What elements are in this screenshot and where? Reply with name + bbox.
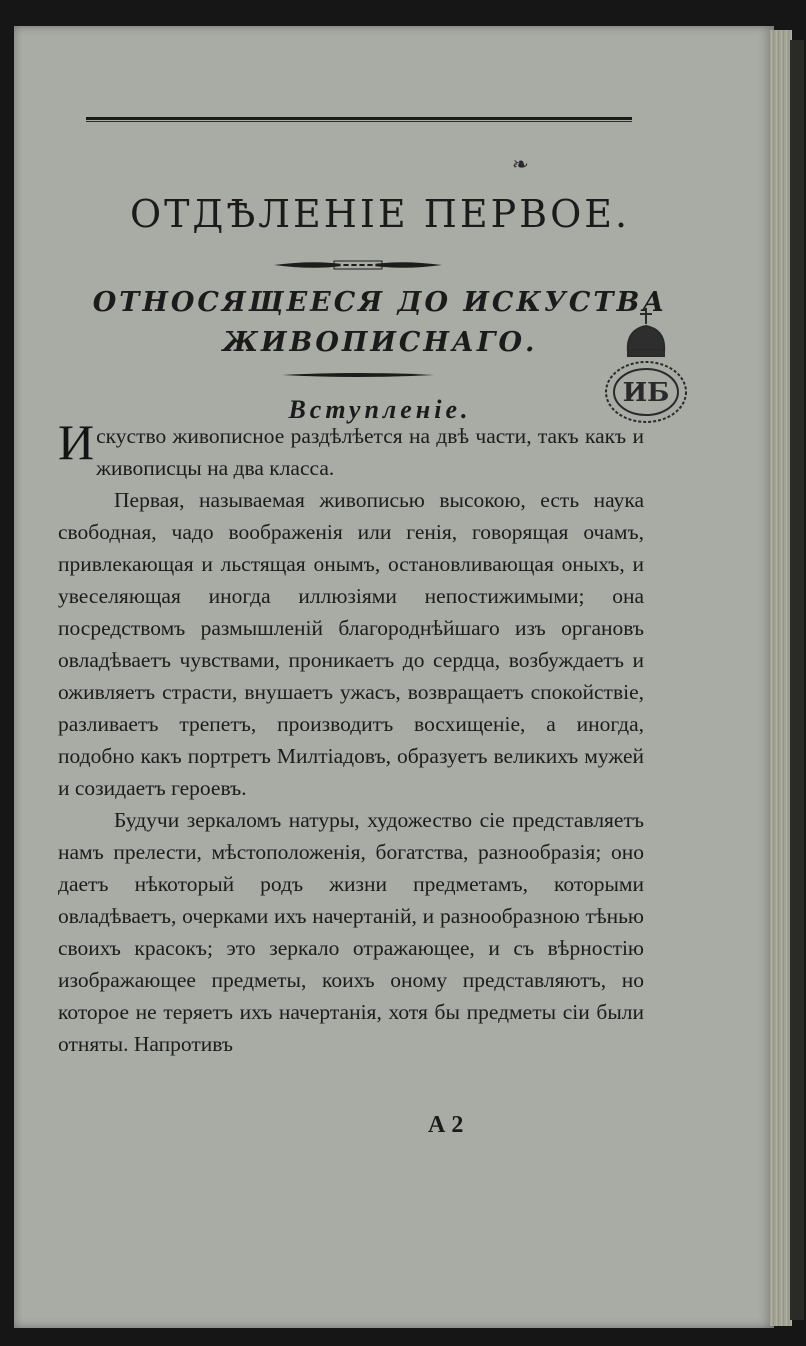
- section-title: ОТДѢЛЕНІЕ ПЕРВОЕ.: [129, 192, 631, 236]
- flourish-ornament-icon: [272, 258, 444, 272]
- subtitle-line-2: ЖИВОПИСНАГО.: [222, 327, 538, 358]
- stamp-letters: ИБ: [622, 378, 670, 408]
- signature-mark: А 2: [428, 1112, 464, 1138]
- paragraph-3: Будучи зеркаломъ натуры, художество сіе представляетъ намъ прелести, мѣстоположенія, богатства, разнообразія; оно даетъ нѣкоторый родъ жизни предметамъ, которыми овладѣваетъ, очерками ихъ начертаній, и разнообразною тѣнью своихъ красокъ; это зеркало отражающее, и съ вѣрностію изображающее предметы, коихъ оному представляютъ, но которое не теряетъ ихъ начертанія, хотя бы предметы сіи были отняты. Напротивъ: [58, 808, 644, 1056]
- page-edge: [770, 30, 792, 1326]
- body-text: [58, 414, 644, 1060]
- section-heading: Вступленіе.: [288, 395, 472, 424]
- paragraph-2: Первая, называемая живописью высокою, есть наука свободная, чадо воображенія или генія, говорящая очамъ, привлекающая и льстящая онымъ, остановливающая оныхъ, и увеселяющая иногда иллюзіями непостижимыми; она посредствомъ размышленій благороднѣйшаго изъ органовъ овладѣваетъ чувствами, проникаетъ до сердца, возбуждаетъ и оживляетъ страсти, внушаетъ ужасъ, возвращаетъ спокойствіе, разливаетъ трепетъ, производитъ восхищеніе, а иногда, подобно какъ портретъ Милтіадовъ, образуетъ великихъ мужей и созидаетъ героевъ.: [58, 488, 644, 800]
- top-rule: [86, 117, 632, 120]
- paragraph-1-text: скуство живописное раздѣлѣется на двѣ части, такъ какъ и живописцы на два класса.: [96, 424, 644, 480]
- middle-rule: [282, 372, 434, 378]
- library-stamp-icon: [598, 300, 694, 432]
- page-edge-shadow: [790, 40, 804, 1320]
- paragraph-1: [58, 414, 644, 484]
- subtitle-line-1: ОТНОСЯЩЕЕСЯ ДО ИСКУСТВА: [92, 287, 668, 318]
- ornament-leaf-icon: ❧: [512, 154, 529, 176]
- drop-cap: И: [58, 414, 95, 470]
